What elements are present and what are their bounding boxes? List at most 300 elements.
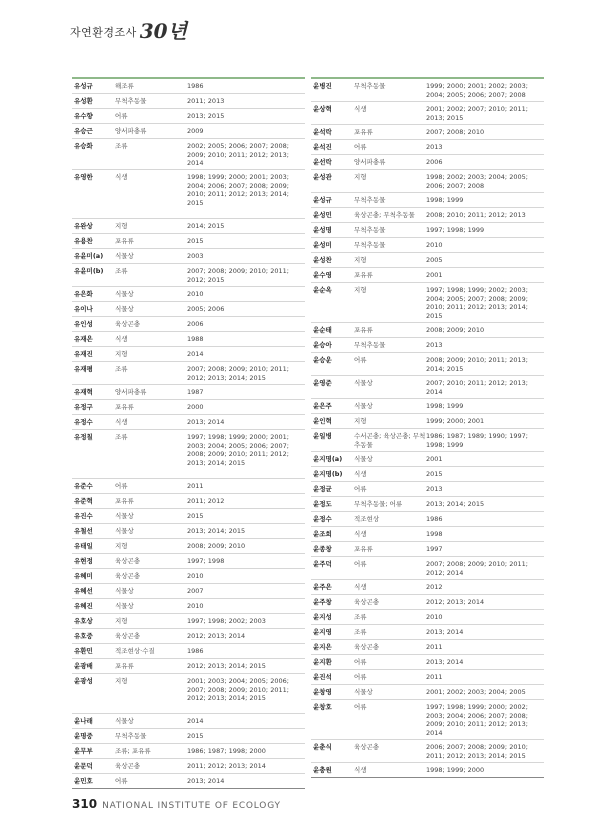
survey-field: 어류 [354, 485, 367, 493]
survey-field: 포유류 [354, 128, 373, 136]
survey-years: 2005 [426, 256, 443, 264]
researcher-name: 윤지명(a) [313, 455, 343, 463]
survey-years: 1998; 1999; 2000; 2001; 2003; 2004; 2006; 2007; 2008; 2009; 2010; 2011; 2012; 2013; 2014; 2015 [187, 173, 289, 207]
survey-years: 2009 [187, 127, 204, 135]
survey-years: 2013; 2014 [426, 658, 464, 666]
survey-years: 2003 [187, 252, 204, 260]
survey-years: 2007; 2010; 2011; 2012; 2013; 2014 [426, 379, 528, 396]
survey-field: 식생 [115, 335, 128, 343]
survey-field: 해조류 [115, 82, 134, 90]
survey-years: 1998 [426, 530, 443, 538]
survey-years: 2013; 2014; 2015 [187, 527, 246, 535]
researcher-name: 유혜진 [74, 602, 93, 610]
survey-field: 지형 [354, 417, 367, 425]
researcher-name: 윤성명 [313, 226, 332, 234]
table-row [311, 452, 544, 467]
survey-field: 식물상 [115, 717, 134, 725]
survey-years: 2011 [426, 643, 443, 651]
researcher-name: 유승근 [74, 127, 93, 135]
survey-field: 조류 [354, 628, 367, 636]
researcher-name: 유완상 [74, 222, 93, 230]
researcher-name: 유성규 [74, 82, 93, 90]
researcher-name: 유재평 [74, 365, 93, 373]
survey-years: 2015 [426, 470, 443, 478]
researcher-name: 윤창호 [313, 703, 332, 711]
survey-years: 2012; 2013; 2014 [187, 632, 246, 640]
researcher-name: 유재혁 [74, 388, 93, 396]
researcher-name: 윤순태 [313, 326, 332, 334]
survey-field: 식물상 [115, 527, 134, 535]
survey-field: 조류 [354, 613, 367, 621]
researcher-name: 윤승운 [313, 356, 332, 364]
survey-field: 식물상 [354, 455, 373, 463]
survey-years: 2010 [187, 602, 204, 610]
table-row [311, 467, 544, 482]
table-row [72, 584, 305, 599]
table-row [72, 264, 305, 287]
survey-years: 1998; 1999 [426, 402, 464, 410]
header-anniversary-logo: 30년 [139, 19, 187, 43]
table-row [72, 347, 305, 362]
table-row [311, 557, 544, 580]
survey-field: 포유류 [115, 237, 134, 245]
researcher-name: 유윤미(a) [74, 252, 104, 260]
table-row [311, 238, 544, 253]
survey-years: 2010 [426, 613, 443, 621]
survey-field: 무척추동물 [354, 196, 386, 204]
researcher-name: 윤민호 [74, 777, 93, 785]
survey-field: 어류 [354, 703, 367, 711]
researcher-name: 윤석진 [313, 143, 332, 151]
survey-field: 식물상 [115, 290, 134, 298]
survey-field: 포유류 [354, 545, 373, 553]
survey-years: 2013; 2015 [187, 112, 225, 120]
survey-years: 2000 [187, 403, 204, 411]
survey-field: 지형 [115, 542, 128, 550]
survey-years: 2014 [187, 350, 204, 358]
survey-years: 2011; 2012 [187, 497, 225, 505]
researcher-name: 유준혁 [74, 497, 93, 505]
table-row [72, 362, 305, 385]
researcher-name: 윤성관 [313, 173, 332, 181]
table-row [72, 759, 305, 774]
table-row [72, 629, 305, 644]
researcher-name: 유준수 [74, 482, 93, 490]
survey-field: 무척추동물 [354, 82, 386, 90]
table-row [72, 614, 305, 629]
table-row [72, 524, 305, 539]
table-row [311, 323, 544, 338]
researcher-name: 윤나래 [74, 717, 93, 725]
researcher-name: 윤정균 [313, 485, 332, 493]
researcher-name: 윤광성 [74, 677, 93, 685]
survey-field: 식물상 [354, 379, 373, 387]
table-row [72, 317, 305, 332]
table-row [72, 332, 305, 347]
survey-years: 2006; 2007; 2008; 2009; 2010; 2011; 2012; 2013; 2014; 2015 [426, 743, 528, 760]
page-footer [72, 797, 281, 811]
table-row [72, 302, 305, 317]
survey-years: 2008; 2009; 2010 [426, 326, 485, 334]
survey-field: 어류 [354, 356, 367, 364]
survey-field: 어류 [115, 777, 128, 785]
researcher-name: 유재진 [74, 350, 93, 358]
survey-years: 2010 [426, 241, 443, 249]
table-row [311, 170, 544, 193]
survey-field: 지형 [115, 350, 128, 358]
researcher-name: 윤정도 [313, 500, 332, 508]
researcher-name: 유정칠 [74, 433, 93, 441]
researcher-name: 유혜미 [74, 572, 93, 580]
survey-field: 지형 [354, 173, 367, 181]
survey-years: 2011 [426, 673, 443, 681]
survey-years: 2010 [187, 572, 204, 580]
researcher-name: 윤일병 [313, 432, 332, 440]
table-row [72, 659, 305, 674]
survey-field: 식생 [354, 105, 367, 113]
survey-field: 지형 [115, 677, 128, 685]
survey-years: 2007; 2008; 2010 [426, 128, 485, 136]
researcher-name: 윤선락 [313, 158, 332, 166]
survey-field: 포유류 [115, 662, 134, 670]
table-row [311, 625, 544, 640]
survey-years: 1987 [187, 388, 204, 396]
researcher-name: 유태일 [74, 542, 93, 550]
researcher-name: 유철선 [74, 527, 93, 535]
table-row [311, 655, 544, 670]
survey-field: 포유류 [354, 271, 373, 279]
table-row [72, 554, 305, 569]
table-row [311, 414, 544, 429]
survey-field: 육상곤충; 무척추동물 [354, 211, 415, 219]
table-row [311, 399, 544, 414]
survey-field: 지형 [354, 286, 367, 294]
table-row [72, 79, 305, 94]
survey-field: 양서파충류 [354, 158, 386, 166]
table-row [311, 125, 544, 140]
survey-field: 무척추동물; 어류 [354, 500, 403, 508]
survey-field: 식물상 [354, 688, 373, 696]
table-row [72, 385, 305, 400]
researcher-name: 윤성민 [313, 211, 332, 219]
survey-years: 2008; 2010; 2011; 2012; 2013 [426, 211, 526, 219]
table-row [72, 287, 305, 302]
survey-years: 2005; 2006 [187, 305, 225, 313]
survey-field: 지형 [354, 256, 367, 264]
researcher-name: 유영한 [74, 173, 93, 181]
survey-field: 양서파충류 [115, 388, 147, 396]
survey-field: 식생 [115, 173, 128, 181]
table-row [72, 430, 305, 479]
table-row [72, 124, 305, 139]
survey-years: 2014; 2015 [187, 222, 225, 230]
survey-years: 1998; 1999; 2000 [426, 766, 485, 774]
table-row [311, 527, 544, 542]
researcher-name: 유성환 [74, 97, 93, 105]
survey-years: 1997; 1998; 1999; 2002; 2003; 2004; 2005; 2007; 2008; 2009; 2010; 2011; 2012; 2013; 2014; 2015 [426, 286, 528, 320]
survey-field: 적조현상·수질 [115, 647, 155, 655]
table-row [311, 283, 544, 323]
survey-field: 식생 [115, 418, 128, 426]
institute-name: NATIONAL INSTITUTE OF ECOLOGY [102, 801, 281, 811]
researcher-name: 유용찬 [74, 237, 93, 245]
survey-field: 식생 [354, 530, 367, 538]
table-row [311, 512, 544, 527]
survey-years: 2013 [426, 485, 443, 493]
survey-years: 1997; 1998; 1999; 2000; 2002; 2003; 2004; 2006; 2007; 2008; 2009; 2010; 2011; 2012; 2013; 2014 [426, 703, 528, 737]
survey-years: 2007 [187, 587, 204, 595]
survey-years: 2007; 2008; 2009; 2010; 2011; 2012; 2013; 2014; 2015 [187, 365, 289, 382]
researcher-name: 윤성미 [313, 241, 332, 249]
researcher-name: 유정수 [74, 418, 93, 426]
researcher-name: 윤종창 [313, 545, 332, 553]
researcher-name: 유수향 [74, 112, 93, 120]
researcher-name: 윤성규 [313, 196, 332, 204]
survey-years: 2013; 2014; 2015 [426, 500, 485, 508]
survey-years: 2015 [187, 732, 204, 740]
survey-years: 2011; 2012; 2013; 2014 [187, 762, 266, 770]
researcher-name: 윤인혁 [313, 417, 332, 425]
researcher-name: 윤창영 [313, 688, 332, 696]
table-row [72, 170, 305, 219]
table-row [72, 109, 305, 124]
researcher-name: 윤지은 [313, 643, 332, 651]
researcher-name: 윤무부 [74, 747, 93, 755]
survey-field: 육상곤충 [115, 557, 141, 565]
researcher-name: 윤지환 [313, 658, 332, 666]
table-row [72, 139, 305, 170]
researcher-name: 유이나 [74, 305, 93, 313]
survey-field: 육상곤충 [115, 320, 141, 328]
survey-years: 1986 [187, 82, 204, 90]
table-row [72, 714, 305, 729]
table-row [311, 338, 544, 353]
table-row [72, 674, 305, 714]
table-row [311, 79, 544, 102]
researcher-name: 윤성찬 [313, 256, 332, 264]
survey-years: 1999; 2000; 2001 [426, 417, 485, 425]
table-row [72, 599, 305, 614]
survey-years: 1998; 1999 [426, 196, 464, 204]
survey-field: 식생 [354, 583, 367, 591]
table-row [311, 193, 544, 208]
survey-field: 지형 [115, 617, 128, 625]
survey-field: 어류 [115, 112, 128, 120]
survey-field: 육상곤충 [354, 598, 380, 606]
survey-years: 1999; 2000; 2001; 2002; 2003; 2004; 2005; 2006; 2007; 2008 [426, 82, 528, 99]
researcher-name: 유현정 [74, 557, 93, 565]
survey-years: 2007; 2008; 2009; 2010; 2011; 2012; 2015 [187, 267, 289, 284]
survey-years: 2006 [426, 158, 443, 166]
survey-field: 무척추동물 [354, 226, 386, 234]
researcher-name: 유환민 [74, 647, 93, 655]
survey-years: 2006 [187, 320, 204, 328]
table-row [72, 249, 305, 264]
survey-years: 2013 [426, 143, 443, 151]
survey-field: 어류 [354, 143, 367, 151]
researcher-name: 윤상혁 [313, 105, 332, 113]
survey-field: 조류 [115, 267, 128, 275]
table-row [311, 376, 544, 399]
survey-years: 1997; 1998; 2002; 2003 [187, 617, 266, 625]
survey-field: 무척추동물 [115, 732, 147, 740]
researcher-name: 윤순옥 [313, 286, 332, 294]
researcher-name: 윤주덕 [313, 560, 332, 568]
researcher-name: 윤명중 [74, 732, 93, 740]
table-row [72, 509, 305, 524]
table-row [72, 479, 305, 494]
survey-field: 무척추동물 [354, 341, 386, 349]
table-row [311, 253, 544, 268]
researcher-name: 유정구 [74, 403, 93, 411]
table-row [311, 102, 544, 125]
researcher-name: 윤수영 [313, 271, 332, 279]
survey-years: 2010 [187, 290, 204, 298]
researcher-name: 유윤미(b) [74, 267, 104, 275]
researcher-name: 윤조희 [313, 530, 332, 538]
right-column-table [311, 77, 544, 778]
survey-years: 2007; 2008; 2009; 2010; 2011; 2012; 2014 [426, 560, 528, 577]
researcher-name: 윤병진 [313, 82, 332, 90]
table-row [311, 685, 544, 700]
survey-years: 2013; 2014 [187, 418, 225, 426]
table-row [311, 580, 544, 595]
table-row [72, 569, 305, 584]
table-row [311, 670, 544, 685]
survey-field: 어류 [354, 560, 367, 568]
survey-years: 2001; 2002; 2003; 2004; 2005 [426, 688, 526, 696]
survey-field: 식물상 [115, 305, 134, 313]
survey-field: 조류 [115, 365, 128, 373]
researcher-name: 윤지명(b) [313, 470, 343, 478]
table-row [311, 155, 544, 170]
survey-field: 육상곤충 [354, 643, 380, 651]
researcher-name: 윤석락 [313, 128, 332, 136]
survey-field: 육상곤충 [354, 743, 380, 751]
survey-field: 포유류 [354, 326, 373, 334]
researcher-name: 윤주창 [313, 598, 332, 606]
survey-years: 2001; 2002; 2007; 2010; 2011; 2013; 2015 [426, 105, 528, 122]
researcher-name: 윤춘식 [313, 743, 332, 751]
researcher-name: 유호상 [74, 617, 93, 625]
survey-years: 1997; 1998 [187, 557, 225, 565]
survey-years: 2013; 2014 [426, 628, 464, 636]
survey-years: 2015 [187, 512, 204, 520]
header-title: 자연환경조사 [70, 26, 137, 39]
survey-years: 2008; 2009; 2010; 2011; 2013; 2014; 2015 [426, 356, 528, 373]
left-column-table [72, 77, 305, 789]
table-row [311, 482, 544, 497]
table-row [311, 429, 544, 452]
table-row [311, 763, 544, 778]
survey-field: 식생 [354, 470, 367, 478]
researcher-name: 윤문덕 [74, 762, 93, 770]
researcher-name: 윤승아 [313, 341, 332, 349]
survey-years: 2012 [426, 583, 443, 591]
table-row [72, 219, 305, 234]
table-row [72, 774, 305, 789]
table-row [72, 744, 305, 759]
researcher-name: 윤충원 [313, 766, 332, 774]
survey-field: 무척추동물 [354, 241, 386, 249]
survey-years: 2001 [426, 455, 443, 463]
survey-years: 1986 [426, 515, 443, 523]
table-row [72, 644, 305, 659]
researcher-name: 윤지성 [313, 613, 332, 621]
survey-years: 1986; 1987; 1989; 1990; 1997; 1998; 1999 [426, 432, 528, 449]
survey-field: 식물상 [115, 252, 134, 260]
survey-field: 식물상 [354, 402, 373, 410]
survey-field: 조류 [115, 142, 128, 150]
researcher-name: 유승화 [74, 142, 93, 150]
table-row [72, 94, 305, 109]
survey-field: 어류 [354, 673, 367, 681]
survey-field: 어류 [354, 658, 367, 666]
survey-years: 2013; 2014 [187, 777, 225, 785]
survey-years: 2014 [187, 717, 204, 725]
survey-years: 2011 [187, 482, 204, 490]
table-row [311, 223, 544, 238]
survey-field: 양서파충류 [115, 127, 147, 135]
running-header [70, 19, 187, 43]
survey-years: 2001 [426, 271, 443, 279]
survey-years: 1986 [187, 647, 204, 655]
survey-years: 1997 [426, 545, 443, 553]
survey-field: 육상곤충 [115, 572, 141, 580]
survey-years: 2002; 2005; 2006; 2007; 2008; 2009; 2010; 2011; 2012; 2013; 2014 [187, 142, 289, 167]
survey-years: 1986; 1987; 1998; 2000 [187, 747, 266, 755]
survey-years: 1998; 2002; 2003; 2004; 2005; 2006; 2007; 2008 [426, 173, 528, 190]
survey-field: 식물상 [115, 587, 134, 595]
researcher-name: 윤은주 [313, 402, 332, 410]
table-row [72, 415, 305, 430]
table-row [311, 140, 544, 155]
table-row [311, 700, 544, 740]
table-row [311, 353, 544, 376]
survey-field: 무척추동물 [115, 97, 147, 105]
researcher-name: 유호중 [74, 632, 93, 640]
researcher-name: 윤지영 [313, 628, 332, 636]
survey-field: 적조현상 [354, 515, 380, 523]
researcher-name: 윤정수 [313, 515, 332, 523]
survey-field: 수서곤충; 육상곤충; 무척추동물 [354, 432, 426, 449]
survey-years: 2001; 2003; 2004; 2005; 2006; 2007; 2008; 2009; 2010; 2011; 2012; 2013; 2014; 2015 [187, 677, 289, 702]
survey-field: 육상곤충 [115, 632, 141, 640]
survey-field: 포유류 [115, 497, 134, 505]
researcher-name: 윤광배 [74, 662, 93, 670]
survey-years: 2012; 2013; 2014; 2015 [187, 662, 266, 670]
survey-field: 조류; 포유류 [115, 747, 151, 755]
researcher-name: 유인성 [74, 320, 93, 328]
survey-field: 지형 [115, 222, 128, 230]
survey-field: 포유류 [115, 403, 134, 411]
table-row [311, 542, 544, 557]
researcher-name: 유혜선 [74, 587, 93, 595]
researcher-name: 윤진석 [313, 673, 332, 681]
survey-years: 1997; 1998; 1999; 2000; 2001; 2003; 2004; 2005; 2006; 2007; 2008; 2009; 2010; 2011; 2012; 2013; 2014; 2015 [187, 433, 289, 467]
page-number: 310 [72, 797, 98, 811]
table-row [311, 208, 544, 223]
table-row [72, 400, 305, 415]
table-row [311, 497, 544, 512]
survey-field: 육상곤충 [115, 762, 141, 770]
table-row [311, 595, 544, 610]
researcher-name: 유은화 [74, 290, 93, 298]
table-row [311, 268, 544, 283]
survey-years: 2012; 2013; 2014 [426, 598, 485, 606]
survey-years: 2008; 2009; 2010 [187, 542, 246, 550]
table-row [72, 234, 305, 249]
